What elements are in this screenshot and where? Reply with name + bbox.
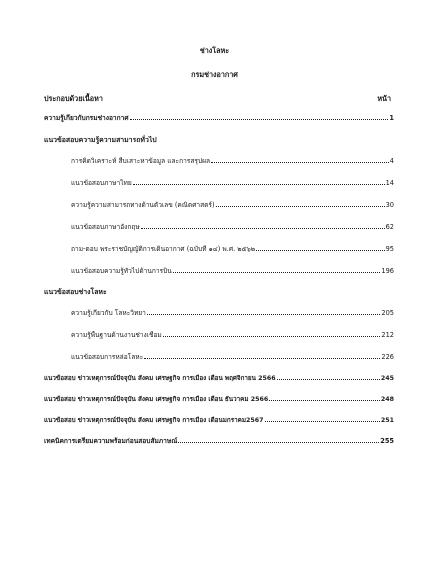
toc-entry-label: ความรู้พื้นฐานด้านงานช่างเชื่อม — [71, 331, 162, 339]
toc-entry-page: 245 — [380, 375, 394, 382]
dot-leader — [173, 271, 381, 273]
toc-entry — [71, 179, 394, 188]
toc-entry — [71, 331, 394, 340]
toc-entry-label: ความรู้เกี่ยวกับกรมช่างอากาศ — [44, 114, 129, 122]
toc-entry-page: 251 — [380, 417, 394, 424]
toc-entry-label: ถาม-ตอบ พระราชบัญญัติการเดินอากาศ (ฉบับที่ ๑๔) พ.ศ. ๒๕๖๒ — [71, 245, 256, 253]
toc-entry-label: ความรู้เกี่ยวกับ โลหะวิทยา — [71, 309, 146, 317]
dot-leader — [130, 118, 389, 120]
dot-leader — [133, 183, 385, 185]
dot-leader — [269, 399, 380, 401]
section-heading: แนวข้อสอบความรู้ความสามารถทั่วไป — [44, 136, 157, 144]
dot-leader — [147, 313, 381, 315]
toc-entry — [44, 114, 394, 123]
toc-entry — [44, 374, 394, 383]
dot-leader — [265, 420, 380, 422]
toc-entry-page: 205 — [381, 309, 394, 317]
dot-leader — [144, 357, 380, 359]
toc-entry-label: แนวข้อสอบ ข่าวเหตุการณ์ปัจจุบัน สังคม เศรษฐกิจ การเมือง เดือน ธันวาคม 2566 — [44, 396, 269, 403]
toc-entry-label: การคิดวิเคราะห์ สืบเสาะหาข้อมูล และการสรุปผล — [71, 157, 210, 165]
dot-leader — [141, 227, 385, 229]
dot-leader — [216, 205, 385, 207]
toc-entry — [71, 223, 394, 232]
toc-entry — [71, 157, 394, 166]
toc-entry-label: แนวข้อสอบ ข่าวเหตุการณ์ปัจจุบัน สังคม เศรษฐกิจ การเมือง เดือนมกราคม2567 — [44, 417, 264, 424]
toc-entry — [44, 437, 394, 446]
toc-entry-label: แนวข้อสอบการหล่อโลหะ — [71, 353, 144, 361]
toc-entry — [44, 416, 394, 425]
toc-entry-page: 248 — [380, 396, 394, 403]
toc-entry-page: 4 — [389, 157, 394, 165]
dot-leader — [277, 378, 380, 380]
toc-entry-page: 62 — [385, 223, 394, 231]
toc-entry — [71, 245, 394, 254]
toc-entry-label: ความรู้ความสามารถทางด้านตัวเลข (คณิตศาสตร์) — [71, 201, 215, 209]
section-heading: แนวข้อสอบช่างโลหะ — [44, 288, 107, 296]
toc-entry-page: 212 — [381, 331, 394, 339]
toc-entry-label: แนวข้อสอบภาษาไทย — [71, 179, 132, 187]
dot-leader — [256, 249, 384, 251]
document-subtitle: กรมช่างอากาศ — [191, 70, 238, 79]
contents-heading: ประกอบด้วยเนื้อหา — [44, 94, 103, 103]
toc-entry — [71, 267, 394, 276]
toc-entry — [44, 395, 394, 404]
toc-entry-label: แนวข้อสอบ ข่าวเหตุการณ์ปัจจุบัน สังคม เศรษฐกิจ การเมือง เดือน พฤศจิกายน 2566 — [44, 375, 276, 382]
document-title: ช่างโลหะ — [199, 46, 230, 55]
dot-leader — [178, 441, 379, 443]
toc-entry-label: แนวข้อสอบภาษาอังกฤษ — [71, 223, 140, 231]
page-column-heading: หน้า — [377, 94, 391, 103]
toc-entry — [71, 309, 394, 318]
toc-entry-page: 14 — [385, 179, 394, 187]
toc-entry — [71, 201, 394, 210]
toc-entry-page: 30 — [385, 201, 394, 209]
toc-entry-page: 255 — [380, 437, 394, 445]
dot-leader — [211, 161, 389, 163]
toc-entry — [71, 353, 394, 362]
dot-leader — [163, 335, 381, 337]
toc-entry-label: แนวข้อสอบความรู้ทั่วไปด้านการบิน — [71, 267, 172, 275]
toc-entry-page: 95 — [385, 245, 394, 253]
toc-entry-page: 196 — [381, 267, 394, 275]
toc-entry-page: 1 — [389, 114, 394, 122]
toc-entry-label: เทคนิคการเตรียมความพร้อมก่อนสอบสัมภาษณ์ — [44, 437, 178, 445]
toc-entry-page: 226 — [381, 353, 394, 361]
